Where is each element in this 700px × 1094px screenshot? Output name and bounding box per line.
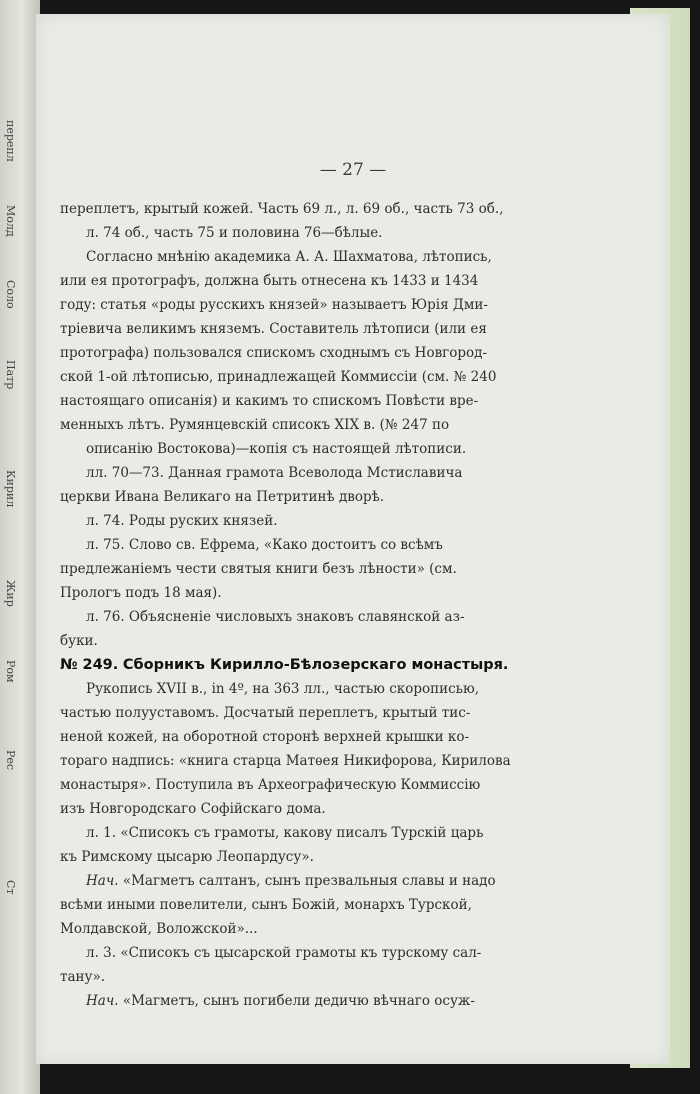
text-line: настоящаго описанія) и какимъ то спискомъ Повѣсти вре- bbox=[60, 393, 479, 409]
text-line: монастыря». Поступила въ Археографическую Коммиссію bbox=[60, 777, 481, 793]
left-page-fragment: Молд bbox=[4, 205, 17, 237]
left-page-fragment: Соло bbox=[4, 280, 17, 309]
text-line: Рукопись XVII в., in 4º, на 363 лл., частью скорописью, bbox=[86, 681, 480, 697]
text-line: буки. bbox=[60, 633, 98, 649]
text-line: неной кожей, на оборотной сторонѣ верхней крышки ко- bbox=[60, 729, 470, 745]
text-line bbox=[60, 989, 540, 1013]
text-line: церкви Ивана Великаго на Петритинѣ дворѣ. bbox=[60, 489, 385, 505]
page-number: — 27 — bbox=[319, 160, 387, 180]
text-line: л. 74. Роды руских князей. bbox=[86, 513, 278, 529]
text-line: частью полууставомъ. Досчатый переплетъ, крытый тис- bbox=[60, 705, 471, 721]
text-line: Молдавской, Воложской»... bbox=[60, 921, 258, 937]
entry-number: № 249. bbox=[60, 657, 119, 673]
left-page-edge bbox=[0, 0, 40, 1094]
incipit-label: Нач. bbox=[86, 993, 119, 1009]
left-page-fragment: Рес bbox=[4, 750, 17, 771]
left-page-fragment: Ст bbox=[4, 880, 17, 895]
text-line: всѣми иными повелители, сынъ Божій, монархъ Турской, bbox=[60, 897, 472, 913]
text-line: менныхъ лѣтъ. Румянцевскій списокъ XIX в. (№ 247 по bbox=[60, 417, 450, 433]
text-line: л. 3. «Списокъ съ цысарской грамоты къ турскому сал- bbox=[86, 945, 482, 961]
text-line: ской 1-ой лѣтописью, принадлежащей Коммиссіи (см. № 240 bbox=[60, 369, 497, 385]
text-line: протографа) пользовался спискомъ сходнымъ съ Новгород- bbox=[60, 345, 488, 361]
text-line: Согласно мнѣнію академика А. А. Шахматова, лѣтопись, bbox=[86, 249, 492, 265]
text-line: изъ Новгородскаго Софійскаго дома. bbox=[60, 801, 326, 817]
text-line: описанію Востокова)—копія съ настоящей лѣтописи. bbox=[86, 441, 467, 457]
text-line: къ Римскому цысарю Леопардусу». bbox=[60, 849, 314, 865]
text-line: л. 75. Слово св. Ефрема, «Како достоитъ со всѣмъ bbox=[86, 537, 443, 553]
book-page bbox=[36, 14, 670, 1064]
text-line: тріевича великимъ княземъ. Составитель лѣтописи (или ея bbox=[60, 321, 487, 337]
left-page-fragment: Ром bbox=[4, 660, 17, 683]
text-line: л. 76. Объясненіе числовыхъ знаковъ славянской аз- bbox=[86, 609, 465, 625]
left-page-fragment: перепл bbox=[4, 120, 17, 162]
left-page-fragment: Жир bbox=[4, 580, 17, 607]
text-line: предлежаніемъ чести святыя книги безъ лѣности» (см. bbox=[60, 561, 457, 577]
entry-title: Сборникъ Кирилло-Бѣлозерскаго монастыря. bbox=[122, 657, 509, 673]
text-line: тану». bbox=[60, 969, 106, 985]
text-line: году: статья «роды русскихъ князей» называетъ Юрія Дми- bbox=[60, 297, 488, 313]
text-line-content: «Магметъ салтанъ, сынъ презвальныя славы и надо bbox=[122, 873, 496, 889]
left-page-fragment: Кирил bbox=[4, 470, 17, 508]
text-line: л. 74 об., часть 75 и половина 76—бѣлые. bbox=[86, 225, 383, 241]
entry-heading bbox=[60, 653, 540, 677]
text-line: л. 1. «Списокъ съ грамоты, какову писалъ Турскій царь bbox=[86, 825, 484, 841]
text-line-content: «Магметъ, сынъ погибели дедичю вѣчнаго осуж- bbox=[122, 993, 475, 1009]
text-line: переплетъ, крытый кожей. Часть 69 л., л. 69 об., часть 73 об., bbox=[60, 201, 504, 217]
text-line: или ея протографъ, должна быть отнесена къ 1433 и 1434 bbox=[60, 273, 479, 289]
text-line bbox=[60, 869, 540, 893]
text-line: Прологъ подъ 18 мая). bbox=[60, 585, 222, 601]
page-text bbox=[60, 197, 540, 1013]
incipit-label: Нач. bbox=[86, 873, 119, 889]
left-page-fragment: Патр bbox=[4, 360, 17, 390]
text-line: лл. 70—73. Данная грамота Всеволода Мстиславича bbox=[86, 465, 463, 481]
text-line: тораго надпись: «книга старца Матѳея Никифорова, Кирилова bbox=[60, 753, 511, 769]
